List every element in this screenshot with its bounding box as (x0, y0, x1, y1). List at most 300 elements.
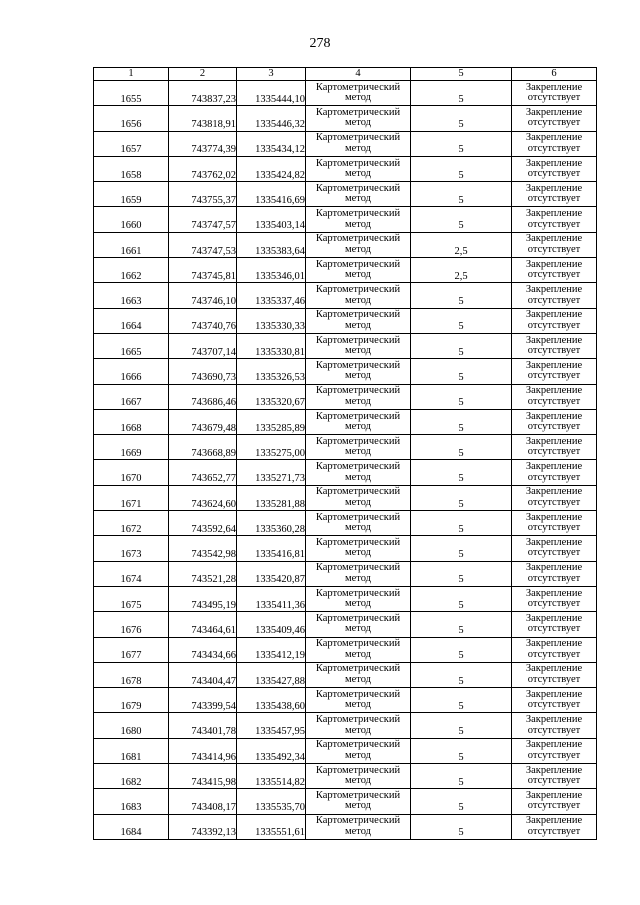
y-coordinate-cell: 1335346,01 (237, 258, 306, 283)
fixation-cell-line1: Закрепление (525, 789, 583, 801)
table-row (94, 384, 597, 409)
table-row (94, 764, 597, 789)
method-cell-line1: Картометрический (315, 536, 401, 548)
method-cell (306, 258, 411, 283)
y-coordinate-cell: 1335330,33 (237, 308, 306, 333)
method-cell-line1: Картометрический (315, 663, 401, 675)
point-number-cell: 1676 (94, 612, 169, 637)
x-coordinate-cell: 743652,77 (169, 460, 237, 485)
table-row (94, 789, 597, 814)
method-cell-line1: Картометрический (315, 511, 401, 523)
fixation-cell-line1: Закрепление (525, 612, 583, 624)
fixation-cell (512, 536, 597, 561)
fixation-cell-line2: отсутствует (527, 370, 581, 382)
method-cell (306, 511, 411, 536)
x-coordinate-cell: 743404,47 (169, 662, 237, 687)
fixation-cell (512, 586, 597, 611)
x-coordinate-cell: 743408,17 (169, 789, 237, 814)
accuracy-cell: 5 (411, 536, 512, 561)
fixation-cell-line1: Закрепление (525, 258, 583, 270)
y-coordinate-cell: 1335281,88 (237, 485, 306, 510)
x-coordinate-cell: 743755,37 (169, 182, 237, 207)
point-number-cell: 1660 (94, 207, 169, 232)
fixation-cell-line1: Закрепление (525, 106, 583, 118)
accuracy-cell: 5 (411, 81, 512, 106)
y-coordinate-cell: 1335457,95 (237, 713, 306, 738)
header-col-6: 6 (512, 68, 597, 81)
method-cell-line2: метод (344, 496, 372, 508)
method-cell-line1: Картометрический (315, 638, 401, 650)
fixation-cell-line2: отсутствует (527, 673, 581, 685)
table-row (94, 536, 597, 561)
y-coordinate-cell: 1335409,46 (237, 612, 306, 637)
method-cell (306, 561, 411, 586)
x-coordinate-cell: 743399,54 (169, 688, 237, 713)
accuracy-cell: 5 (411, 764, 512, 789)
method-cell-line2: метод (344, 623, 372, 635)
accuracy-cell: 5 (411, 283, 512, 308)
method-cell (306, 384, 411, 409)
fixation-cell-line1: Закрепление (525, 815, 583, 827)
table-row (94, 460, 597, 485)
point-number-cell: 1671 (94, 485, 169, 510)
method-cell-line1: Картометрический (315, 258, 401, 270)
table-row (94, 738, 597, 763)
point-number-cell: 1670 (94, 460, 169, 485)
header-col-1: 1 (94, 68, 169, 81)
method-cell-line1: Картометрический (315, 309, 401, 321)
method-cell-line1: Картометрический (315, 461, 401, 473)
accuracy-cell: 5 (411, 384, 512, 409)
fixation-cell-line2: отсутствует (527, 294, 581, 306)
fixation-cell-line2: отсутствует (527, 345, 581, 357)
coordinates-table (93, 67, 597, 840)
accuracy-cell: 2,5 (411, 258, 512, 283)
table-row (94, 485, 597, 510)
table-row (94, 662, 597, 687)
method-cell-line2: метод (344, 825, 372, 837)
accuracy-cell: 5 (411, 460, 512, 485)
method-cell-line1: Картометрический (315, 410, 401, 422)
table-row (94, 713, 597, 738)
method-cell (306, 232, 411, 257)
y-coordinate-cell: 1335514,82 (237, 764, 306, 789)
fixation-cell-line1: Закрепление (525, 536, 583, 548)
point-number-cell: 1673 (94, 536, 169, 561)
y-coordinate-cell: 1335551,61 (237, 814, 306, 839)
table-row (94, 688, 597, 713)
x-coordinate-cell: 743774,39 (169, 131, 237, 156)
point-number-cell: 1672 (94, 511, 169, 536)
point-number-cell: 1684 (94, 814, 169, 839)
fixation-cell (512, 764, 597, 789)
fixation-cell-line1: Закрепление (525, 739, 583, 751)
fixation-cell (512, 789, 597, 814)
accuracy-cell: 5 (411, 359, 512, 384)
x-coordinate-cell: 743415,98 (169, 764, 237, 789)
y-coordinate-cell: 1335446,32 (237, 106, 306, 131)
table-row (94, 156, 597, 181)
x-coordinate-cell: 743495,19 (169, 586, 237, 611)
y-coordinate-cell: 1335326,53 (237, 359, 306, 384)
fixation-cell-line2: отсутствует (527, 117, 581, 129)
fixation-cell (512, 738, 597, 763)
fixation-cell-line2: отсутствует (527, 648, 581, 660)
fixation-cell-line2: отсутствует (527, 243, 581, 255)
point-number-cell: 1665 (94, 333, 169, 358)
method-cell-line1: Картометрический (315, 562, 401, 574)
table-row (94, 586, 597, 611)
method-cell (306, 637, 411, 662)
point-number-cell: 1655 (94, 81, 169, 106)
fixation-cell (512, 460, 597, 485)
point-number-cell: 1658 (94, 156, 169, 181)
method-cell (306, 106, 411, 131)
table-row (94, 637, 597, 662)
method-cell-line2: метод (344, 345, 372, 357)
point-number-cell: 1669 (94, 435, 169, 460)
y-coordinate-cell: 1335420,87 (237, 561, 306, 586)
fixation-cell-line1: Закрепление (525, 764, 583, 776)
accuracy-cell: 5 (411, 485, 512, 510)
y-coordinate-cell: 1335416,69 (237, 182, 306, 207)
table-row (94, 359, 597, 384)
x-coordinate-cell: 743414,96 (169, 738, 237, 763)
fixation-cell-line1: Закрепление (525, 132, 583, 144)
accuracy-cell: 5 (411, 814, 512, 839)
fixation-cell-line2: отсутствует (527, 496, 581, 508)
method-cell-line2: метод (344, 142, 372, 154)
point-number-cell: 1674 (94, 561, 169, 586)
method-cell (306, 460, 411, 485)
method-cell (306, 662, 411, 687)
table-row (94, 131, 597, 156)
fixation-cell-line1: Закрепление (525, 182, 583, 194)
fixation-cell-line1: Закрепление (525, 157, 583, 169)
table-row (94, 511, 597, 536)
method-cell-line2: метод (344, 648, 372, 660)
fixation-cell (512, 182, 597, 207)
header-col-2: 2 (169, 68, 237, 81)
accuracy-cell: 2,5 (411, 232, 512, 257)
method-cell (306, 131, 411, 156)
method-cell (306, 207, 411, 232)
table-row (94, 258, 597, 283)
method-cell (306, 713, 411, 738)
method-cell-line1: Картометрический (315, 132, 401, 144)
fixation-cell (512, 713, 597, 738)
method-cell-line2: метод (344, 547, 372, 559)
table-row (94, 182, 597, 207)
x-coordinate-cell: 743747,57 (169, 207, 237, 232)
y-coordinate-cell: 1335383,64 (237, 232, 306, 257)
fixation-cell-line2: отсутствует (527, 825, 581, 837)
fixation-cell-line1: Закрепление (525, 208, 583, 220)
accuracy-cell: 5 (411, 308, 512, 333)
fixation-cell-line2: отсутствует (527, 218, 581, 230)
fixation-cell-line1: Закрепление (525, 435, 583, 447)
method-cell-line1: Картометрический (315, 612, 401, 624)
fixation-cell-line2: отсутствует (527, 142, 581, 154)
fixation-cell-line1: Закрепление (525, 663, 583, 675)
table-row (94, 814, 597, 839)
point-number-cell: 1681 (94, 738, 169, 763)
y-coordinate-cell: 1335438,60 (237, 688, 306, 713)
accuracy-cell: 5 (411, 789, 512, 814)
method-cell-line2: метод (344, 572, 372, 584)
fixation-cell (512, 511, 597, 536)
method-cell-line1: Картометрический (315, 233, 401, 245)
fixation-cell (512, 308, 597, 333)
table-row (94, 561, 597, 586)
method-cell-line2: метод (344, 724, 372, 736)
method-cell (306, 182, 411, 207)
method-cell (306, 536, 411, 561)
fixation-cell-line1: Закрепление (525, 233, 583, 245)
fixation-cell (512, 814, 597, 839)
fixation-cell (512, 561, 597, 586)
fixation-cell-line2: отсутствует (527, 421, 581, 432)
page-number: 278 (309, 36, 331, 51)
fixation-cell-line1: Закрепление (525, 81, 583, 93)
method-cell-line1: Картометрический (315, 385, 401, 397)
fixation-cell (512, 384, 597, 409)
y-coordinate-cell: 1335403,14 (237, 207, 306, 232)
fixation-cell (512, 485, 597, 510)
fixation-cell-line1: Закрепление (525, 309, 583, 321)
method-cell (306, 409, 411, 434)
point-number-cell: 1667 (94, 384, 169, 409)
y-coordinate-cell: 1335275,00 (237, 435, 306, 460)
point-number-cell: 1661 (94, 232, 169, 257)
fixation-cell-line2: отсутствует (527, 699, 581, 711)
y-coordinate-cell: 1335434,12 (237, 131, 306, 156)
table-row (94, 308, 597, 333)
y-coordinate-cell: 1335411,36 (237, 586, 306, 611)
accuracy-cell: 5 (411, 637, 512, 662)
fixation-cell-line2: отсутствует (527, 471, 581, 483)
fixation-cell (512, 435, 597, 460)
table-row (94, 207, 597, 232)
fixation-cell-line2: отсутствует (527, 598, 581, 610)
fixation-cell-line1: Закрепление (525, 638, 583, 650)
accuracy-cell: 5 (411, 612, 512, 637)
method-cell (306, 308, 411, 333)
x-coordinate-cell: 743762,02 (169, 156, 237, 181)
header-row (94, 68, 597, 81)
accuracy-cell: 5 (411, 106, 512, 131)
fixation-cell-line2: отсутствует (527, 749, 581, 761)
table-body (94, 81, 597, 840)
point-number-cell: 1664 (94, 308, 169, 333)
fixation-cell (512, 333, 597, 358)
point-number-cell: 1659 (94, 182, 169, 207)
x-coordinate-cell: 743818,91 (169, 106, 237, 131)
method-cell-line1: Картометрический (315, 486, 401, 498)
method-cell-line1: Картометрический (315, 208, 401, 220)
method-cell (306, 688, 411, 713)
x-coordinate-cell: 743434,66 (169, 637, 237, 662)
fixation-cell-line2: отсутствует (527, 572, 581, 584)
table-row (94, 435, 597, 460)
fixation-cell-line1: Закрепление (525, 410, 583, 422)
method-cell (306, 81, 411, 106)
method-cell-line1: Картометрический (315, 587, 401, 599)
fixation-cell (512, 81, 597, 106)
method-cell-line2: метод (344, 522, 372, 534)
header-col-4: 4 (306, 68, 411, 81)
method-cell-line2: метод (344, 319, 372, 331)
y-coordinate-cell: 1335330,81 (237, 333, 306, 358)
method-cell (306, 156, 411, 181)
point-number-cell: 1679 (94, 688, 169, 713)
method-cell-line1: Картометрический (315, 688, 401, 700)
accuracy-cell: 5 (411, 435, 512, 460)
fixation-cell (512, 207, 597, 232)
accuracy-cell: 5 (411, 738, 512, 763)
fixation-cell (512, 232, 597, 257)
method-cell-line2: метод (344, 294, 372, 306)
fixation-cell-line1: Закрепление (525, 284, 583, 296)
fixation-cell-line1: Закрепление (525, 688, 583, 700)
method-cell-line2: метод (344, 92, 372, 104)
method-cell-line1: Картометрический (315, 764, 401, 776)
x-coordinate-cell: 743521,28 (169, 561, 237, 586)
fixation-cell-line2: отсутствует (527, 724, 581, 736)
accuracy-cell: 5 (411, 713, 512, 738)
fixation-cell (512, 283, 597, 308)
method-cell-line1: Картометрический (315, 815, 401, 827)
fixation-cell-line1: Закрепление (525, 562, 583, 574)
fixation-cell-line2: отсутствует (527, 168, 581, 180)
point-number-cell: 1675 (94, 586, 169, 611)
fixation-cell-line2: отсутствует (527, 395, 581, 407)
fixation-cell-line1: Закрепление (525, 334, 583, 346)
fixation-cell-line2: отсутствует (527, 775, 581, 787)
point-number-cell: 1662 (94, 258, 169, 283)
fixation-cell (512, 688, 597, 713)
method-cell-line1: Картометрический (315, 435, 401, 447)
method-cell (306, 586, 411, 611)
point-number-cell: 1682 (94, 764, 169, 789)
x-coordinate-cell: 743746,10 (169, 283, 237, 308)
table-row (94, 283, 597, 308)
method-cell (306, 612, 411, 637)
x-coordinate-cell: 743837,23 (169, 81, 237, 106)
point-number-cell: 1663 (94, 283, 169, 308)
accuracy-cell: 5 (411, 333, 512, 358)
y-coordinate-cell: 1335271,73 (237, 460, 306, 485)
method-cell-line2: метод (344, 749, 372, 761)
table-row (94, 232, 597, 257)
accuracy-cell: 5 (411, 182, 512, 207)
method-cell (306, 359, 411, 384)
x-coordinate-cell: 743401,78 (169, 713, 237, 738)
y-coordinate-cell: 1335320,67 (237, 384, 306, 409)
x-coordinate-cell: 743745,81 (169, 258, 237, 283)
point-number-cell: 1666 (94, 359, 169, 384)
method-cell (306, 485, 411, 510)
fixation-cell-line1: Закрепление (525, 461, 583, 473)
method-cell (306, 764, 411, 789)
method-cell-line2: метод (344, 370, 372, 382)
fixation-cell-line2: отсутствует (527, 623, 581, 635)
fixation-cell (512, 359, 597, 384)
y-coordinate-cell: 1335416,81 (237, 536, 306, 561)
x-coordinate-cell: 743740,76 (169, 308, 237, 333)
x-coordinate-cell: 743747,53 (169, 232, 237, 257)
method-cell-line2: метод (344, 699, 372, 711)
point-number-cell: 1680 (94, 713, 169, 738)
x-coordinate-cell: 743668,89 (169, 435, 237, 460)
fixation-cell-line2: отсутствует (527, 193, 581, 205)
fixation-cell-line2: отсутствует (527, 319, 581, 331)
method-cell-line1: Картометрический (315, 182, 401, 194)
table-row (94, 333, 597, 358)
y-coordinate-cell: 1335424,82 (237, 156, 306, 181)
method-cell-line2: метод (344, 395, 372, 407)
x-coordinate-cell: 743392,13 (169, 814, 237, 839)
fixation-cell (512, 637, 597, 662)
accuracy-cell: 5 (411, 688, 512, 713)
method-cell-line1: Картометрический (315, 359, 401, 371)
fixation-cell-line1: Закрепление (525, 511, 583, 523)
y-coordinate-cell: 1335360,28 (237, 511, 306, 536)
method-cell-line1: Картометрический (315, 789, 401, 801)
method-cell-line1: Картометрический (315, 157, 401, 169)
method-cell (306, 435, 411, 460)
method-cell-line2: метод (344, 446, 372, 458)
point-number-cell: 1683 (94, 789, 169, 814)
fixation-cell-line2: отсутствует (527, 446, 581, 458)
method-cell-line2: метод (344, 598, 372, 610)
method-cell-line2: метод (344, 243, 372, 255)
point-number-cell: 1677 (94, 637, 169, 662)
header-col-3: 3 (237, 68, 306, 81)
accuracy-cell: 5 (411, 207, 512, 232)
accuracy-cell: 5 (411, 409, 512, 434)
accuracy-cell: 5 (411, 662, 512, 687)
table-row (94, 409, 597, 434)
method-cell-line2: метод (344, 117, 372, 129)
fixation-cell-line1: Закрепление (525, 385, 583, 397)
method-cell-line2: метод (344, 269, 372, 281)
method-cell-line2: метод (344, 218, 372, 230)
x-coordinate-cell: 743592,64 (169, 511, 237, 536)
x-coordinate-cell: 743624,60 (169, 485, 237, 510)
accuracy-cell: 5 (411, 131, 512, 156)
accuracy-cell: 5 (411, 156, 512, 181)
method-cell-line1: Картометрический (315, 739, 401, 751)
method-cell-line2: метод (344, 193, 372, 205)
y-coordinate-cell: 1335337,46 (237, 283, 306, 308)
accuracy-cell: 5 (411, 561, 512, 586)
x-coordinate-cell: 743542,98 (169, 536, 237, 561)
table-header (94, 68, 597, 81)
fixation-cell (512, 131, 597, 156)
x-coordinate-cell: 743686,46 (169, 384, 237, 409)
header-col-5: 5 (411, 68, 512, 81)
fixation-cell-line2: отсутствует (527, 92, 581, 104)
accuracy-cell: 5 (411, 586, 512, 611)
fixation-cell (512, 106, 597, 131)
table-row (94, 612, 597, 637)
fixation-cell (512, 662, 597, 687)
table-row (94, 81, 597, 106)
y-coordinate-cell: 1335412,19 (237, 637, 306, 662)
fixation-cell-line2: отсутствует (527, 547, 581, 559)
method-cell (306, 283, 411, 308)
